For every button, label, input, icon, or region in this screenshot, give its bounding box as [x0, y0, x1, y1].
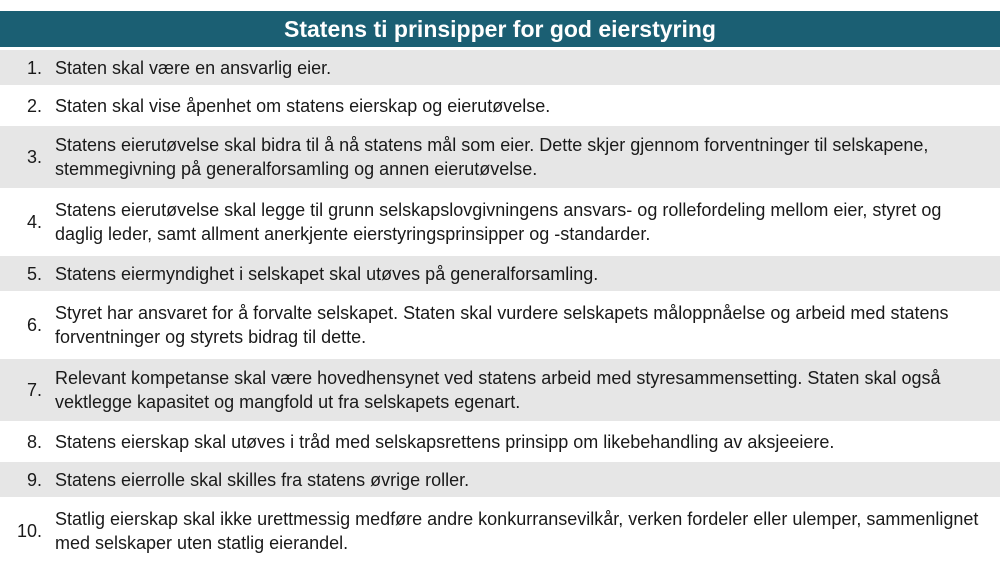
item-text: Statens eierskap skal utøves i tråd med selskapsrettens prinsipp om likebehandling av aksjeeiere. [55, 431, 835, 452]
item-text: Statens eierutøvelse skal legge til grunn selskapslovgivningens ansvars- og rollefordeling mellom eier, styret og daglig leder, samt allment anerkjente eierstyringsprinsipper og -standarder. [55, 200, 942, 244]
item-text: Staten skal vise åpenhet om statens eierskap og eierutøvelse. [55, 95, 551, 116]
item-text: Styret har ansvaret for å forvalte selskapet. Staten skal vurdere selskapets måloppnåelse og arbeid med statens forventninger og styrets bidrag til dette. [55, 303, 949, 347]
item-number: 3. [26, 147, 42, 167]
item-text: Statens eiermyndighet i selskapet skal utøves på generalforsamling. [55, 263, 599, 284]
list-item [0, 191, 1000, 256]
list-item [0, 294, 1000, 359]
principles-list [0, 50, 1000, 565]
list-item [0, 256, 1000, 294]
item-text: Statens eierutøvelse skal bidra til å nå statens mål som eier. Dette skjer gjennom forventninger til selskapene, stemmegivning på generalforsamling og annen eierutøvelse. [55, 135, 929, 179]
item-number: 9. [26, 469, 42, 490]
item-text: Relevant kompetanse skal være hovedhensynet ved statens arbeid med styresammensetting. Staten skal også vektlegge kapasitet og mangfold ut fra selskapets egenart. [55, 368, 941, 412]
item-text: Statlig eierskap skal ikke urettmessig medføre andre konkurransevilkår, verken fordeler eller ulemper, sammenlignet med selskaper uten statlig eierandel. [55, 509, 979, 553]
item-number: 2. [26, 95, 42, 116]
item-number: 8. [26, 431, 42, 452]
list-item [0, 50, 1000, 88]
item-number: 4. [26, 212, 42, 232]
list-item [0, 500, 1000, 565]
item-number: 10. [16, 521, 42, 541]
item-text: Statens eierrolle skal skilles fra statens øvrige roller. [55, 469, 470, 490]
item-number: 7. [26, 380, 42, 400]
table-title: Statens ti prinsipper for god eierstyring [0, 11, 1000, 50]
item-number: 1. [26, 57, 42, 78]
list-item [0, 359, 1000, 424]
list-item [0, 126, 1000, 191]
list-item [0, 462, 1000, 500]
item-text: Staten skal være en ansvarlig eier. [55, 57, 332, 78]
list-item [0, 424, 1000, 462]
item-number: 5. [26, 263, 42, 284]
item-number: 6. [26, 315, 42, 335]
list-item [0, 88, 1000, 126]
